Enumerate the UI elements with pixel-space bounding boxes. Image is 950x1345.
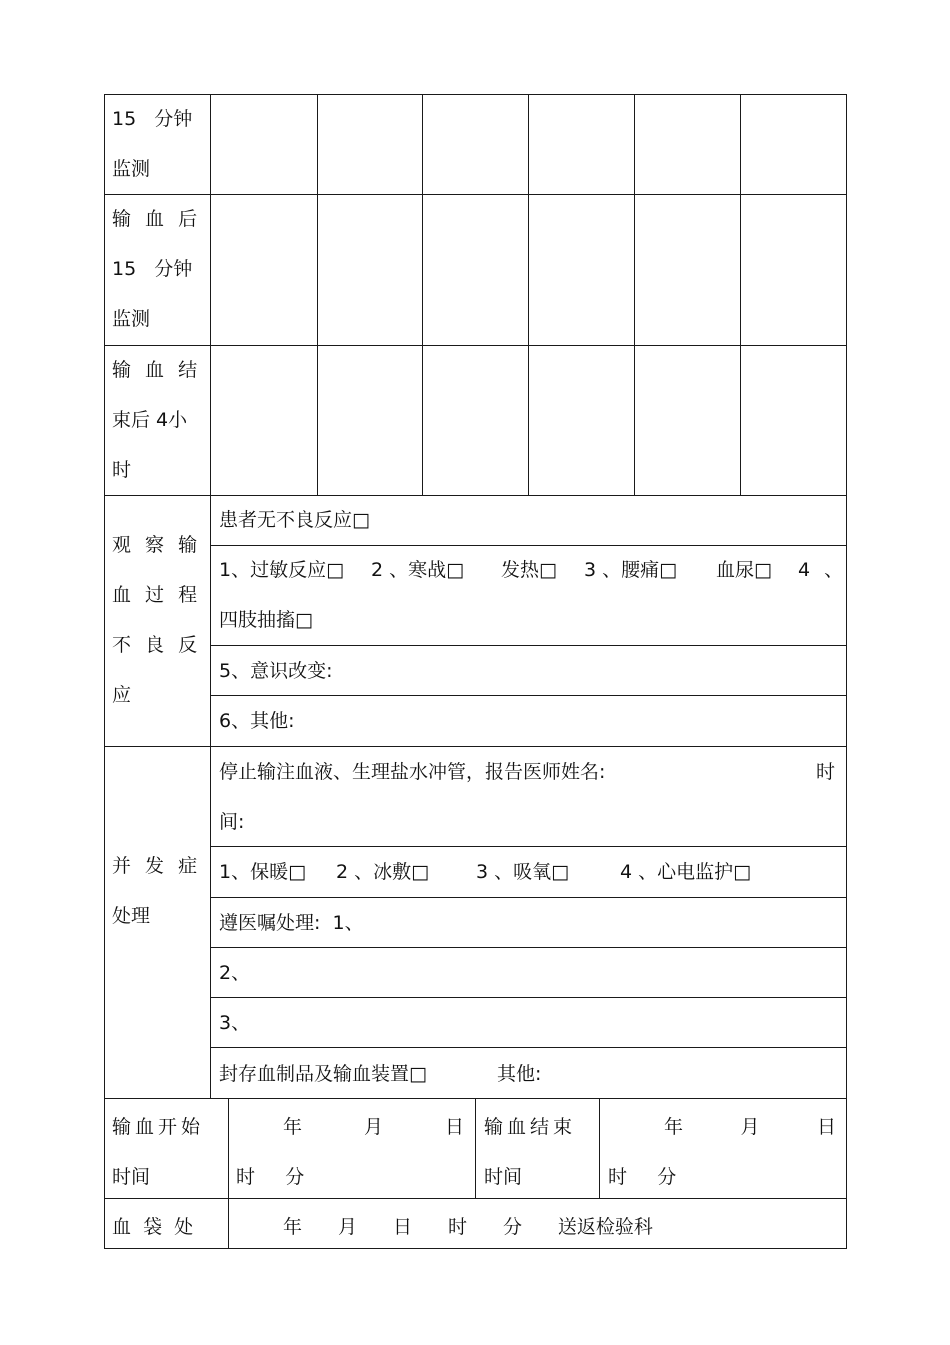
- other-reaction-label: 6、其他:: [219, 710, 295, 732]
- time-column-divider: [599, 1098, 600, 1199]
- row-label-15min-line2: 监测: [112, 158, 151, 180]
- row-label-after15-line3: 监测: [112, 308, 151, 330]
- row-label-after15-line1: 输 血 后: [112, 208, 198, 230]
- grid-column-divider: [740, 94, 741, 496]
- allergy-checkbox-text[interactable]: 1、过敏反应□: [219, 559, 345, 581]
- stop-infusion-time-label: 时: [816, 761, 836, 783]
- row-divider: [210, 695, 847, 696]
- row-divider: [210, 846, 847, 847]
- oxygen-checkbox-text[interactable]: 3 、吸氧□: [476, 861, 570, 883]
- row-divider: [104, 495, 847, 496]
- stop-infusion-time-label-cont: 间:: [219, 811, 245, 833]
- start-time-fields: 时 分: [236, 1166, 305, 1188]
- hematuria-checkbox-text[interactable]: 血尿□: [716, 559, 772, 581]
- row-label-after4h-line1: 输 血 结: [112, 359, 198, 381]
- row-divider: [210, 997, 847, 998]
- chills-checkbox-text[interactable]: 2 、寒战□: [371, 559, 465, 581]
- row-divider: [210, 1047, 847, 1048]
- grid-column-divider: [317, 94, 318, 496]
- blood-bag-return-fields: 年 月 日 时 分 送返检验科: [283, 1216, 653, 1238]
- time-column-divider: [475, 1098, 476, 1199]
- complication-label-line2: 处理: [112, 905, 151, 927]
- table-bottom-border: [104, 1248, 847, 1249]
- item-4-prefix: 4 、: [798, 559, 844, 581]
- observation-label-line2: 血 过 程: [112, 584, 198, 606]
- keep-warm-checkbox-text[interactable]: 1、保暖□: [219, 861, 307, 883]
- blood-bag-label: 血 袋 处: [112, 1216, 194, 1238]
- row-divider: [210, 645, 847, 646]
- row-label-after4h-line3: 时: [112, 459, 132, 481]
- end-time-label-line2: 时间: [484, 1166, 523, 1188]
- grid-column-divider: [634, 94, 635, 496]
- end-time-fields: 时 分: [608, 1166, 677, 1188]
- row-divider: [210, 947, 847, 948]
- doctor-order-3: 3、: [219, 1012, 251, 1034]
- start-time-label-line1: 输血开始: [112, 1116, 205, 1138]
- row-label-after15-line2: 15 分钟: [112, 258, 193, 280]
- observation-label-line1: 观 察 输: [112, 534, 198, 556]
- no-reaction-checkbox-text[interactable]: 患者无不良反应□: [219, 509, 370, 531]
- table-top-border: [104, 94, 847, 95]
- row-label-after4h-line2: 束后 4小: [112, 409, 188, 431]
- grid-column-divider: [422, 94, 423, 496]
- row-divider: [210, 545, 847, 546]
- row-divider: [104, 345, 847, 346]
- grid-column-divider: [528, 94, 529, 496]
- observation-label-line4: 应: [112, 684, 132, 706]
- row-divider: [104, 194, 847, 195]
- end-time-label-line1: 输血结束: [484, 1116, 577, 1138]
- complication-label-line1: 并 发 症: [112, 855, 198, 877]
- start-date-fields: 年 月 日: [283, 1116, 464, 1138]
- doctor-order-2: 2、: [219, 962, 251, 984]
- seal-other-label: 其他:: [497, 1063, 542, 1085]
- seal-blood-checkbox-text[interactable]: 封存血制品及输血装置□: [219, 1063, 427, 1085]
- row-label-15min-line1: 15 分钟: [112, 108, 193, 130]
- fever-checkbox-text[interactable]: 发热□: [501, 559, 557, 581]
- observation-label-line3: 不 良 反: [112, 634, 198, 656]
- cold-compress-checkbox-text[interactable]: 2 、冰敷□: [336, 861, 430, 883]
- table-right-border: [846, 94, 847, 1249]
- label-column-divider: [210, 94, 211, 1099]
- row-divider: [104, 746, 847, 747]
- doctor-order-1: 遵医嘱处理: 1、: [219, 912, 364, 934]
- row-divider: [210, 897, 847, 898]
- convulsion-checkbox-text[interactable]: 四肢抽搐□: [219, 609, 313, 631]
- table-left-border: [104, 94, 105, 1249]
- time-column-divider: [228, 1098, 229, 1249]
- ecg-monitor-checkbox-text[interactable]: 4 、心电监护□: [620, 861, 752, 883]
- start-time-label-line2: 时间: [112, 1166, 151, 1188]
- consciousness-change-label: 5、意识改变:: [219, 660, 333, 682]
- back-pain-checkbox-text[interactable]: 3 、腰痛□: [584, 559, 678, 581]
- stop-infusion-text: 停止输注血液、生理盐水冲管，报告医师姓名:: [219, 761, 606, 783]
- end-date-fields: 年 月 日: [664, 1116, 836, 1138]
